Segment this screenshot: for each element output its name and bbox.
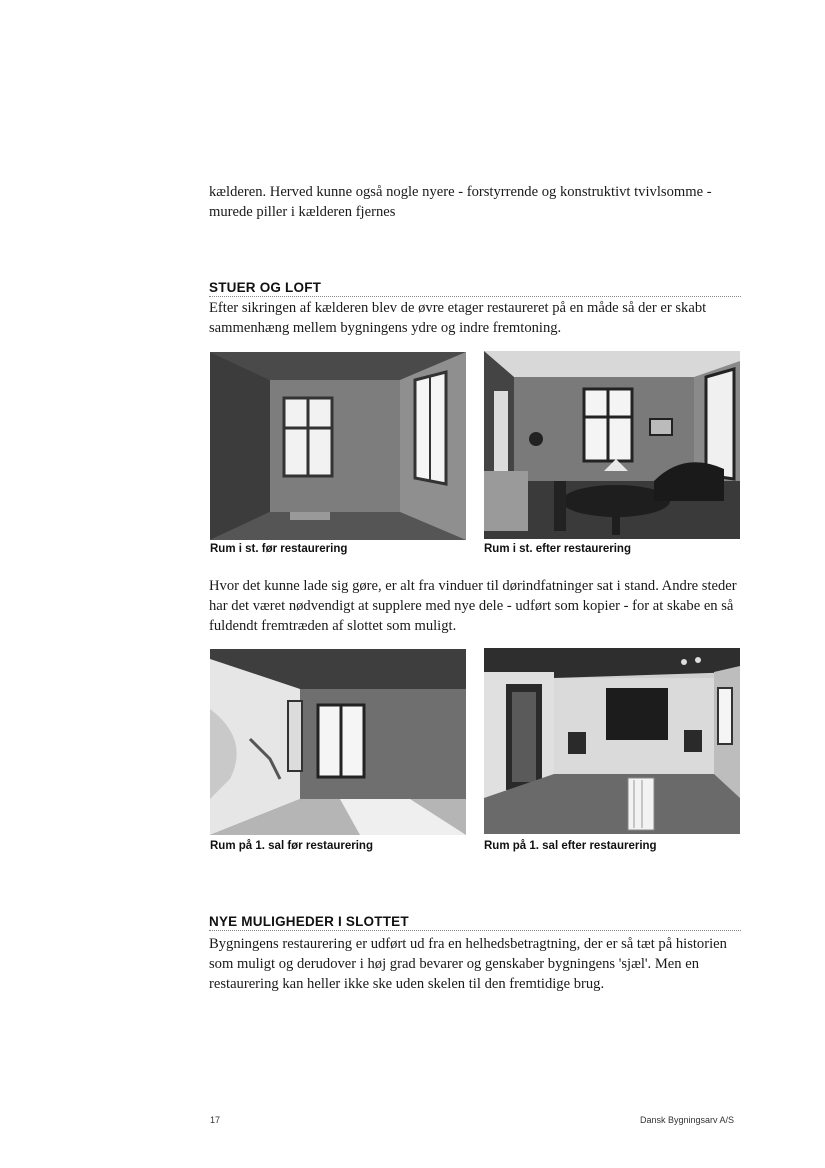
middle-paragraph: Hvor det kunne lade sig gøre, er alt fra vinduer til dørindfatninger sat i stand. Andre steder har det været nødvendigt at supplere med nye dele - udført som kopier - for at skabe en så fuldendt fremtræden af slottet som muligt. [209,578,737,634]
nye-paragraph: Bygningens restaurering er udført ud fra en helhedsbetragtning, der er så tæt på historien som muligt og derudover i høj grad bevarer og genskaber bygningens 'sjæl'. Men en restaurering kan heller ikke ske uden skelen til den fremtidige brug. [209,936,727,992]
photo-ground-floor-after [484,351,740,539]
page-number: 17 [210,1115,221,1125]
intro-paragraph: kælderen. Herved kunne også nogle nyere - forstyrrende og konstruktivt tvivlsomme - murede piller i kælderen fjernes [209,184,712,220]
photo-first-floor-after [484,648,740,834]
heading-stuer-og-loft: STUER OG LOFT [209,280,741,297]
caption-photo4: Rum på 1. sal efter restaurering [484,840,657,852]
stuer-paragraph: Efter sikringen af kælderen blev de øvre etager restaureret på en måde så der er skabt sammenhæng mellem bygningens ydre og indre fremtoning. [209,300,707,336]
publisher-footer: Dansk Bygningsarv A/S [640,1115,735,1125]
photo-first-floor-before [210,649,466,835]
caption-photo3: Rum på 1. sal før restaurering [210,840,373,852]
photo-ground-floor-before [210,352,466,540]
caption-photo1: Rum i st. før restaurering [210,543,348,555]
heading-nye-muligheder: NYE MULIGHEDER I SLOTTET [209,914,741,931]
caption-photo2: Rum i st. efter restaurering [484,543,631,555]
